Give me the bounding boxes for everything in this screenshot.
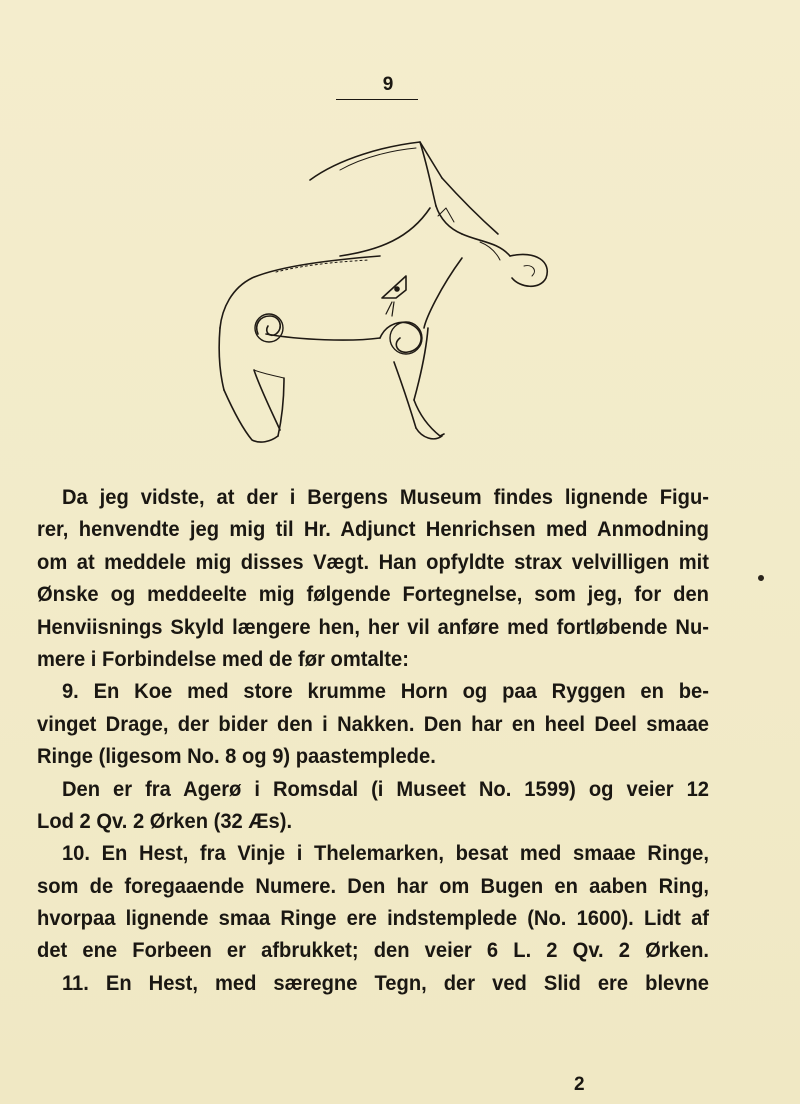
text-line: om at meddele mig disses Vægt. Han opfyldte strax velvilligen mit	[37, 550, 709, 574]
text-line: som de foregaaende Numere. Den har om Bugen en aaben Ring,	[37, 874, 709, 898]
text-line: Da jeg vidste, at der i Bergens Museum findes lignende Figu-	[61, 486, 709, 509]
text-line: Lod 2 Qv. 2 Ørken (32 Æs).	[37, 809, 293, 833]
text-line: rer, henvendte jeg mig til Hr. Adjunct Henrichsen med Anmodning	[37, 518, 709, 542]
signature-mark: 2	[574, 1074, 585, 1095]
text-line: Henviisnings Skyld længere hen, her vil anføre med fortløbende Nu-	[37, 615, 709, 639]
text-line: hvorpaa lignende smaa Ringe ere indstemplede (No. 1600). Lidt af	[37, 907, 709, 931]
text-line: 10. En Hest, fra Vinje i Thelemarken, besat med smaae Ringe,	[61, 842, 709, 866]
text-line: det ene Forbeen er afbrukket; den veier 6 L. 2 Qv. 2 Ørken.	[37, 939, 709, 963]
text-line: Ringe (ligesom No. 8 og 9) paastemplede.	[37, 745, 436, 769]
text-line: Den er fra Agerø i Romsdal (i Museet No. 1599) og veier 12	[61, 777, 709, 801]
text-line: Ønske og meddeelte mig følgende Fortegnelse, som jeg, for den	[37, 583, 709, 607]
text-line: 9. En Koe med store krumme Horn og paa Ryggen en be-	[61, 680, 709, 704]
text-line: mere i Forbindelse med de før omtalte:	[37, 647, 409, 671]
text-line: vinget Drage, der bider den i Nakken. Den har en heel Deel smaae	[37, 712, 709, 736]
text-line: 11. En Hest, med særegne Tegn, der ved Slid ere blevne	[61, 971, 709, 995]
page-number-rule	[336, 99, 418, 100]
cow-figurine-outline-icon	[180, 138, 600, 458]
page-number: 9	[382, 74, 394, 95]
body-text	[37, 482, 709, 1000]
ink-spot	[758, 575, 764, 581]
